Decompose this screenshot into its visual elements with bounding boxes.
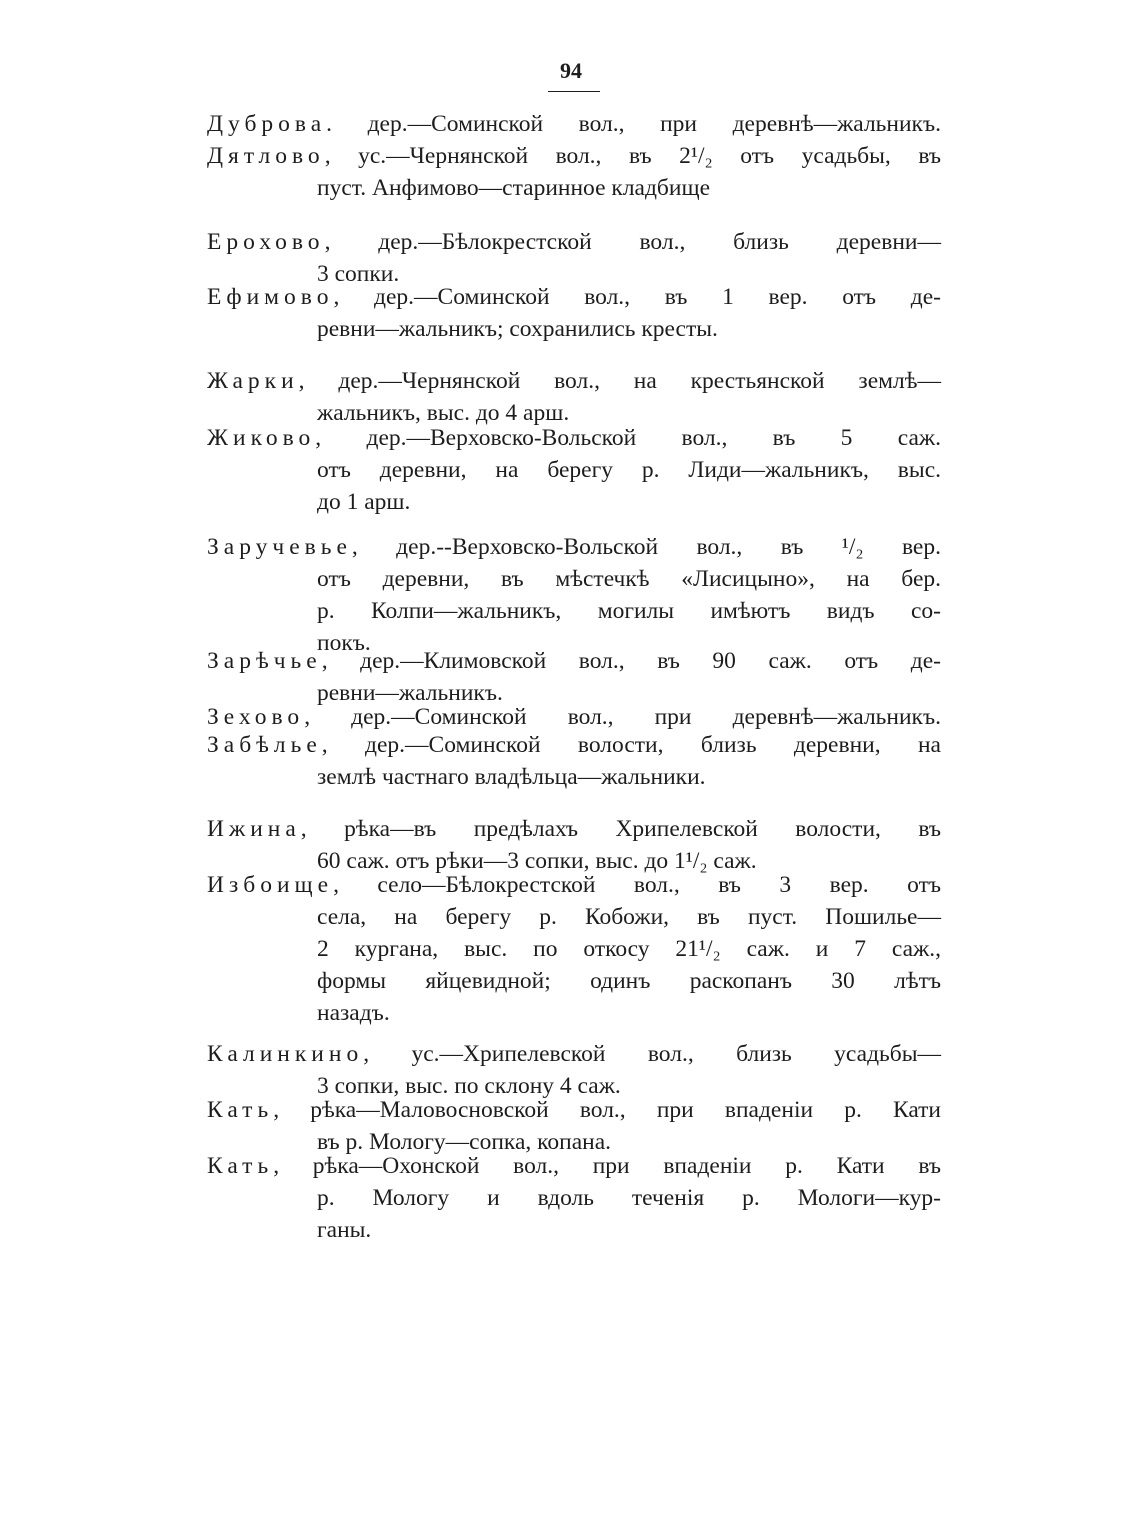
entry-text: , рѣка—Охонской вол., при впаденіи р. Кати въ [273, 1153, 941, 1179]
entry-continuation-line: 3 сопки, выс. по склону 4 саж. [317, 1073, 621, 1099]
entry-continuation-line: землѣ частнаго владѣльца—жальники. [317, 764, 706, 790]
entry-text: , дер.—Соминской волости, близь деревни, на [321, 732, 941, 758]
entry-headword: Заручевье [207, 534, 352, 560]
entry-text: . дер.—Соминской вол., при деревнѣ—жальникъ. [326, 111, 941, 137]
entry-continuation-line: отъ деревни, въ мѣстечкѣ «Лисицыно», на бер. [317, 566, 941, 592]
entry-headword: Ефимово [207, 284, 334, 310]
entry-text: , дер.—Климовской вол., въ 90 саж. отъ де- [321, 648, 941, 674]
entry-text: , ус.—Чернянской вол., въ 2¹/₂ отъ усадьбы, въ [324, 143, 941, 169]
entry-text: , рѣка—Маловосновской вол., при впаденіи р. Кати [273, 1097, 941, 1123]
entry-continuation-line: ревни—жальникъ. [317, 680, 503, 706]
entry-first-line [207, 108, 941, 140]
entry-first-line [207, 813, 941, 845]
entry-headword: Кать [207, 1153, 274, 1179]
entry-headword: Дуброва [207, 111, 327, 137]
entry-first-line [207, 365, 941, 397]
entry-text: , дер.—Верховско-Вольской вол., въ 5 саж. [315, 425, 941, 451]
entry-text: , дер.—Соминской вол., при деревнѣ—жальникъ. [304, 704, 941, 730]
entry-continuation-line: жальникъ, выс. до 4 арш. [317, 400, 570, 426]
entry-continuation-line: пуст. Анфимово—старинное кладбище [317, 175, 710, 201]
entry-continuation-line: покъ. [317, 630, 371, 656]
entry-text: , дер.—Соминской вол., въ 1 вер. отъ де- [333, 284, 941, 310]
entry-headword: Жиково [207, 425, 316, 451]
entry-continuation-line: до 1 арш. [317, 489, 411, 515]
entry-continuation-line: ревни—жальникъ; сохранились кресты. [317, 316, 718, 342]
entry-text: , село—Бѣлокрестской вол., въ 3 вер. отъ [333, 872, 941, 898]
entry-headword: Кать [207, 1097, 274, 1123]
entry-first-line [207, 226, 941, 258]
entry-continuation-line: формы яйцевидной; одинъ раскопанъ 30 лѣтъ [317, 968, 941, 994]
entry-first-line [207, 422, 941, 454]
entry-continuation-line: 60 саж. отъ рѣки—3 сопки, выс. до 1¹/₂ саж. [317, 848, 757, 874]
entry-continuation-line: въ р. Мологу—сопка, копана. [317, 1129, 612, 1155]
entry-headword: Калинкино [207, 1041, 364, 1067]
entry-text: , дер.--Верховско-Вольской вол., въ ¹/₂ вер. [351, 534, 941, 560]
entry-headword: Ижина [207, 816, 301, 842]
page-number-rule [548, 91, 600, 92]
entry-continuation-line: р. Мологу и вдоль теченія р. Мологи—кур- [317, 1185, 941, 1211]
entry-continuation-line: ганы. [317, 1217, 372, 1243]
entry-text: , ус.—Хрипелевской вол., близь усадьбы— [363, 1041, 941, 1067]
entry-headword: Забѣлье [207, 732, 322, 758]
entry-continuation-line: р. Колпи—жальникъ, могилы имѣютъ видъ со- [317, 598, 941, 624]
entry-continuation-line: назадъ. [317, 1000, 390, 1026]
entry-headword: Жарки [207, 368, 299, 394]
entry-text: , рѣка—въ предѣлахъ Хрипелевской волости, въ [300, 816, 941, 842]
entry-text: , дер.—Чернянской вол., на крестьянской землѣ— [298, 368, 941, 394]
entry-headword: Избоище [207, 872, 334, 898]
entry-headword: Зехово [207, 704, 305, 730]
entry-headword: Зарѣчье [207, 648, 322, 674]
entry-first-line [207, 645, 941, 677]
entry-first-line [207, 1038, 941, 1070]
entry-first-line [207, 531, 941, 563]
entry-continuation-line: 3 сопки. [317, 261, 400, 287]
entry-first-line [207, 729, 941, 761]
page-number: 94 [560, 58, 582, 83]
entry-first-line [207, 1150, 941, 1182]
entry-first-line [207, 869, 941, 901]
entry-first-line [207, 1094, 941, 1126]
entry-first-line [207, 281, 941, 313]
entry-continuation-line: 2 кургана, выс. по откосу 21¹/₂ саж. и 7 саж., [317, 936, 941, 962]
entry-text: , дер.—Бѣлокрестской вол., близь деревни— [324, 229, 941, 255]
entry-first-line [207, 140, 941, 172]
entry-continuation-line: отъ деревни, на берегу р. Лиди—жальникъ, выс. [317, 457, 941, 483]
entry-headword: Ерохово [207, 229, 325, 255]
entry-continuation-line: села, на берегу р. Кобожи, въ пуст. Пошилье— [317, 904, 941, 930]
entry-headword: Дятлово [207, 143, 325, 169]
